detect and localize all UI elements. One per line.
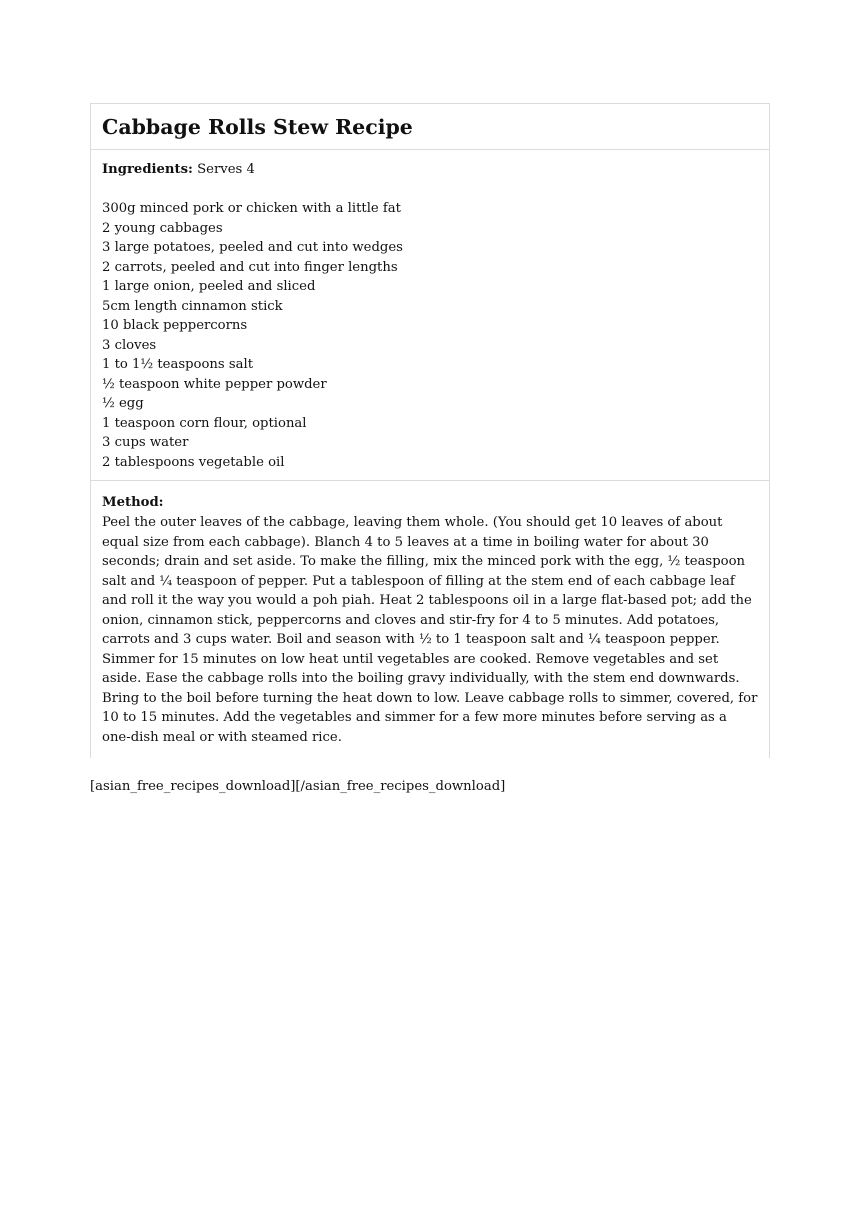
ingredient-item: ½ teaspoon white pepper powder bbox=[102, 376, 327, 392]
method-text: Peel the outer leaves of the cabbage, leaving them whole. (You should get 10 leaves of about equal size from each cabbage). Blanch 4 to 5 leaves at a time in boiling water for about 30 seconds; drain and set aside. To make the filling, mix the minced pork with the egg, ½ teaspoon salt and ¼ teaspoon of pepper. Put a tablespoon of filling at the stem end of each cabbage leaf and roll it the way you would a poh piah. Heat 2 tablespoons oil in a large flat-based pot; add the onion, cinnamon stick, peppercorns and cloves and stir-fry for 4 to 5 minutes. Add potatoes, carrots and 3 cups water. Boil and season with ½ to 1 teaspoon salt and ¼ teaspoon pepper. Simmer for 15 minutes on low heat until vegetables are cooked. Remove vegetables and set aside. Ease the cabbage rolls into the boiling gravy individually, with the stem end downwards. Bring to the boil before turning the heat down to low. Leave cabbage rolls to simmer, covered, for 10 to 15 minutes. Add the vegetables and simmer for a few more minutes before serving as a one-dish meal or with steamed rice. bbox=[102, 515, 758, 745]
recipe-card bbox=[90, 103, 770, 758]
ingredient-item: 2 tablespoons vegetable oil bbox=[102, 454, 285, 470]
title-row bbox=[91, 104, 769, 150]
method-section bbox=[91, 481, 769, 758]
ingredient-item: 3 cups water bbox=[102, 435, 189, 450]
ingredients-label: Ingredients: bbox=[102, 162, 193, 177]
ingredient-item: 300g minced pork or chicken with a little fat bbox=[102, 201, 401, 216]
ingredient-item: 1 to 1½ teaspoons salt bbox=[102, 357, 254, 372]
method-heading: Method: bbox=[102, 495, 164, 510]
spacer bbox=[102, 180, 758, 200]
ingredient-item: 1 teaspoon corn flour, optional bbox=[102, 415, 307, 431]
recipe-title: Cabbage Rolls Stew Recipe bbox=[102, 115, 413, 140]
ingredient-item: 10 black peppercorns bbox=[102, 318, 248, 333]
ingredient-item: 1 large onion, peeled and sliced bbox=[102, 279, 316, 294]
ingredients-list bbox=[102, 199, 758, 472]
ingredient-item: 2 carrots, peeled and cut into finger lengths bbox=[102, 259, 398, 275]
ingredients-section bbox=[91, 150, 769, 481]
ingredients-heading bbox=[102, 160, 758, 180]
ingredient-item: 3 cloves bbox=[102, 337, 157, 353]
serves-text: Serves 4 bbox=[197, 162, 255, 177]
ingredient-item: 3 large potatoes, peeled and cut into wedges bbox=[102, 240, 403, 255]
download-shortcode: [asian_free_recipes_download][/asian_free_recipes_download] bbox=[90, 779, 506, 794]
ingredient-item: 5cm length cinnamon stick bbox=[102, 298, 283, 314]
ingredient-item: 2 young cabbages bbox=[102, 220, 223, 236]
ingredient-item: ½ egg bbox=[102, 396, 144, 411]
